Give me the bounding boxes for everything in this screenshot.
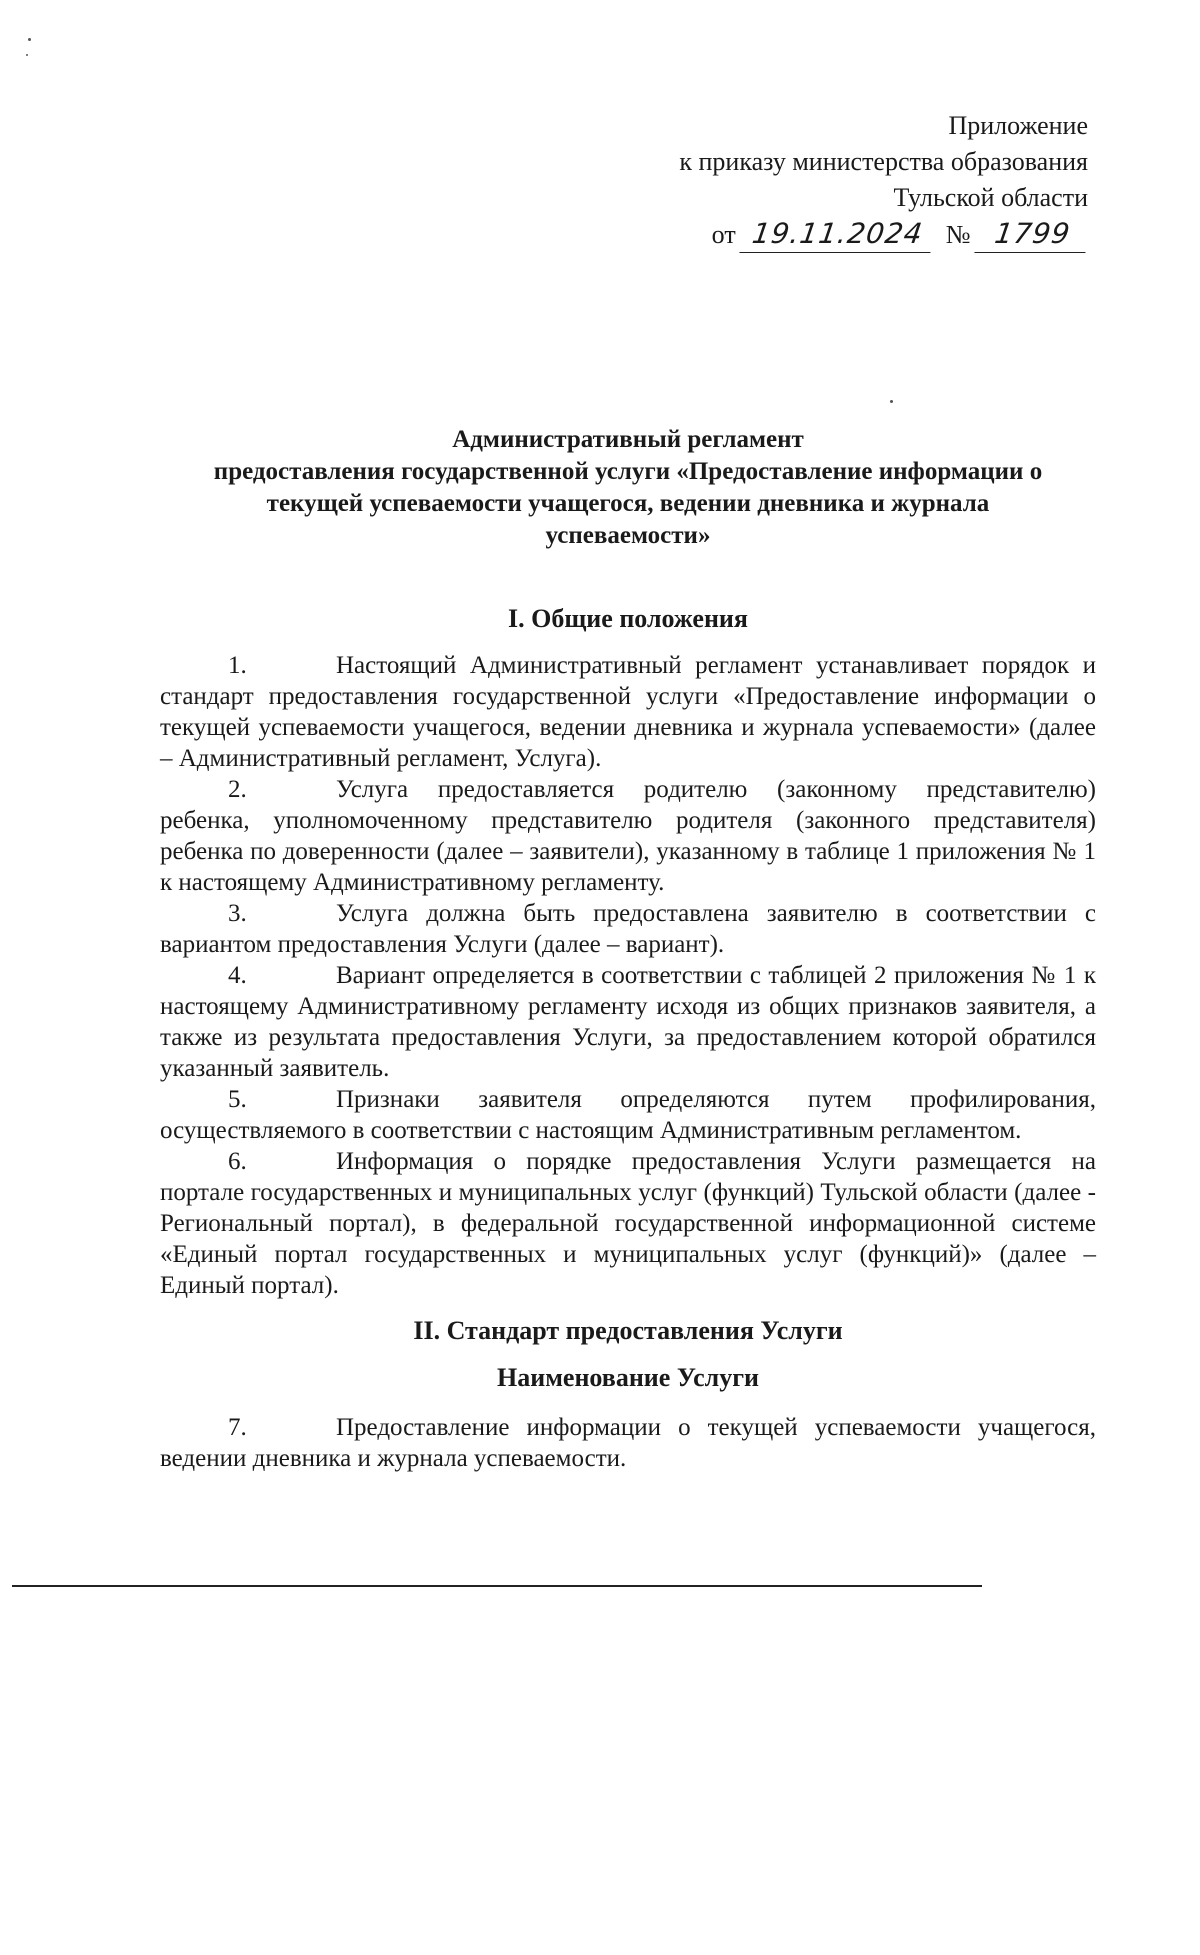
paragraph-text: Настоящий Административный регламент устанавливает порядок и стандарт предоставления государственной услуги «Предоставление информации о текущей успеваемости учащегося, ведении дневника и журнала успеваемости» (далее – Административный регламент, Услуга). (160, 652, 1096, 772)
section-2-body (160, 1412, 1096, 1474)
paragraph-text: Предоставление информации о текущей успеваемости учащегося, ведении дневника и журнала успеваемости. (160, 1414, 1096, 1472)
handwritten-date: 19.11.2024 (740, 216, 936, 253)
approval-header (679, 108, 1088, 253)
section-2-heading: II. Стандарт предоставления Услуги (413, 1316, 843, 1345)
paragraph (160, 650, 1096, 774)
paragraph (160, 1084, 1096, 1146)
paragraph (160, 898, 1096, 960)
section-1-heading: I. Общие положения (508, 604, 748, 633)
title-line: текущей успеваемости учащегося, ведении дневника и журнала (266, 490, 990, 517)
handwritten-number: 1799 (974, 216, 1090, 253)
paragraph-number: 2. (228, 776, 247, 803)
paragraph-number: 3. (228, 900, 247, 927)
paragraph-text: Услуга предоставляется родителю (законному представителю) ребенка, уполномоченному представителю родителя (законного представителя) ребенка по доверенности (далее – заявители), указанному в таблице 1 приложения № 1 к настоящему Административному регламенту. (160, 776, 1096, 896)
section-1-body (160, 650, 1096, 1301)
scan-speck (28, 38, 31, 41)
header-region: Тульской области (893, 183, 1088, 212)
paragraph-number: 6. (228, 1148, 247, 1175)
paragraph (160, 1146, 1096, 1301)
paragraph-text: Признаки заявителя определяются путем профилирования, осуществляемого в соответствии с настоящим Административным регламентом. (160, 1086, 1096, 1144)
title-line: Административный регламент (452, 426, 804, 453)
paragraph (160, 1412, 1096, 1474)
paragraph-number: 1. (228, 652, 247, 679)
title-line: предоставления государственной услуги «Предоставление информации о (213, 458, 1043, 485)
paragraph-text: Информация о порядке предоставления Услуги размещается на портале государственных и муниципальных услуг (функций) Тульской области (далее - Региональный портал), в федеральной государственной информационной системе «Единый портал государственных и муниципальных услуг (функций)» (далее – Единый портал). (160, 1148, 1096, 1299)
paragraph (160, 774, 1096, 898)
number-prefix: № (945, 220, 971, 249)
footer-divider (12, 1585, 982, 1587)
paragraph-number: 7. (228, 1414, 247, 1441)
paragraph-text: Услуга должна быть предоставлена заявителю в соответствии с вариантом предоставления Услуги (далее – вариант). (160, 900, 1096, 958)
paragraph-number: 4. (228, 962, 247, 989)
scan-speck (26, 54, 28, 56)
header-annex-label: Приложение (948, 111, 1088, 140)
section-2-subheading: Наименование Услуги (496, 1363, 760, 1392)
paragraph (160, 960, 1096, 1084)
header-date-line (679, 216, 1088, 253)
document-title (160, 424, 1096, 552)
header-order-ref: к приказу министерства образования (679, 147, 1088, 176)
scan-speck (890, 400, 893, 403)
title-line: успеваемости» (545, 522, 711, 549)
date-prefix: от (711, 220, 736, 249)
paragraph-text: Вариант определяется в соответствии с таблицей 2 приложения № 1 к настоящему Административному регламенту исходя из общих признаков заявителя, а также из результата предоставления Услуги, за предоставлением которой обратился указанный заявитель. (160, 962, 1096, 1082)
paragraph-number: 5. (228, 1086, 247, 1113)
